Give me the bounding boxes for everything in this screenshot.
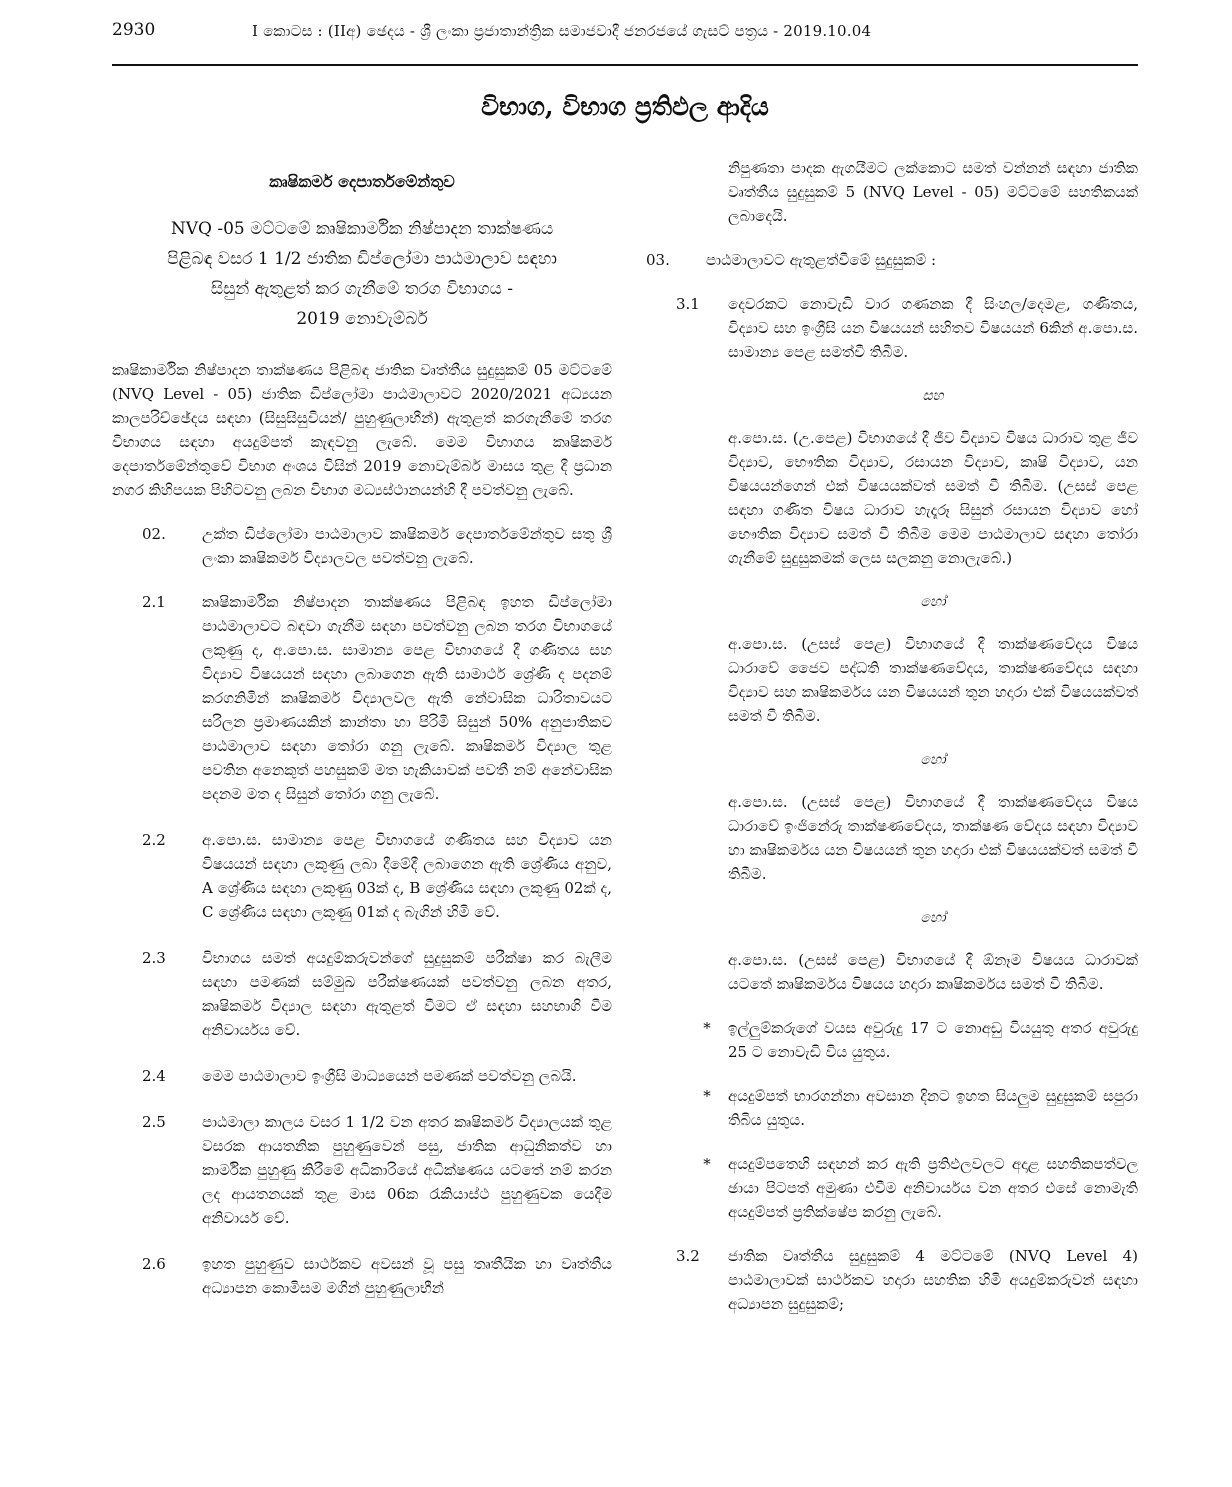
title-line: 2019 නොවැම්බර්	[296, 309, 428, 329]
conjunction-or: හෝ	[920, 752, 946, 768]
conjunction-or: හෝ	[920, 910, 946, 926]
conjunction-or: හෝ	[920, 594, 946, 610]
item-number: 2.2	[142, 831, 166, 849]
item-text: පාඨමාලා කාලය වසර 1 1/2 වන අතර කෘෂිකර්ම විද්‍යාලයක් තුළ වසරක ආයතනික පුහුණුවෙන් පසු, ජාතික ආධුනිකත්ව හා කාර්මික පුහුණු කිරීමේ අධිකාරියේ අධීක්ෂණය යටතේ නම් කරන ලද ආයතනයක් තුළ මාස 06ක රැකියාස්ථ පුහුණුවක යෙදීම අනිවාර්ය වේ.	[202, 1113, 612, 1227]
item-number: 2.6	[142, 1255, 166, 1273]
right-column	[646, 156, 1138, 1336]
section-title: විභාග, විභාග ප්‍රතිඵල ආදිය	[481, 92, 769, 121]
conjunction-and: සහ	[922, 388, 944, 404]
item-text: කෘෂිකාර්මික නිෂ්පාදන තාක්ෂණය පිළිබඳ ඉහත ඩිප්ලෝමා පාඨමාලාවට බඳවා ගැනීම සඳහා පවත්වනු ලබන තරග විභාගයේ ලකුණු ද, අ.පො.ස. සාමාන්‍ය පෙළ විභාගයේ දී ගණිතය සහ විද්‍යාව විෂයයන් සඳහා ලබාගෙන ඇති සාමාර්ථ ශ්‍රේණි ද පදනම් කරගනිමින් කෘෂිකර්ම විද්‍යාලවල ඇති නේවාසික ධාරිතාවයට සරිලන ප්‍රමාණයකින් කාන්තා හා පිරිමි සිසුන් 50% අනුපාතිකව පාඨමාලාව සඳහා තෝරා ගනු ලැබේ. කෘෂිකර්ම විද්‍යාල තුළ පවතින අනෙකුත් පහසුකම් මත හැකියාවක් පවතී නම් අනේවාසික පදනම මත ද සිසුන් තෝරා ගනු ලැබේ.	[202, 593, 612, 803]
continuation-text: නිපුණතා පාදක ඇගයීමට ලක්කොට සමත් වන්නන් සඳහා ජාතික වෘත්තීය සුදුසුකම් 5 (NVQ Level - 05) මට්ටමේ සහතිකයක් ලබාදෙයි.	[728, 159, 1138, 225]
header-rule	[112, 64, 1138, 66]
item-text: දෙවරකට නොවැඩි වාර ගණනක දී සිංහල/දෙමළ, ගණිතය, විද්‍යාව සහ ඉංග්‍රීසි යන විෂයයන් සහිතව විෂයයන් 6කින් අ.පො.ස. සාමාන්‍ය පෙළ සමත්වී තිබීම.	[728, 295, 1138, 361]
notice-title	[132, 214, 592, 334]
left-column	[112, 156, 612, 1322]
qualification-option-4: අ.පො.ස. (උසස් පෙළ) විභාගයේ දී ඕනෑම විෂයය ධාරාවක් යටතේ කෘෂිකර්මය විෂයය හදාරා කෘෂිකර්මය සමත් වී තිබීම.	[728, 951, 1138, 993]
qualification-option-3: අ.පො.ස. (උසස් පෙළ) විභාගයේ දී තාක්ෂණවේදය විෂය ධාරාවේ ඉංජිනේරු තාක්ෂණවේදය, තාක්ෂණ වේදය සඳහා විද්‍යාව හා කෘෂිකර්මය යන විෂයයන් තුන හදාරා එක් විෂයයක්වත් සමත් වී තිබීම.	[728, 793, 1138, 883]
item-number: 2.4	[142, 1067, 166, 1085]
item-number: 3.2	[676, 1247, 700, 1265]
department-heading: කෘෂිකර්ම දෙපාර්තමේන්තුව	[269, 172, 455, 191]
item-number: 2.5	[142, 1113, 166, 1131]
title-line: NVQ -05 මට්ටමේ කෘෂිකාර්මික නිෂ්පාදන තාක්ෂණය	[170, 219, 554, 239]
page-number: 2930	[112, 20, 156, 40]
paragraph-number: 03.	[646, 251, 670, 269]
bullet-mark: *	[703, 1087, 711, 1105]
requirement-bullet	[686, 1016, 1138, 1064]
paragraph-text: පාඨමාලාවට ඇතුළත්වීමේ සුදුසුකම් :	[706, 251, 937, 269]
item-text: මෙම පාඨමාලාව ඉංග්‍රීසි මාධ්‍යයෙන් පමණක් පවත්වනු ලබයි.	[202, 1067, 577, 1085]
item-2-3	[142, 946, 612, 1042]
item-2-1	[142, 590, 612, 806]
title-line: සිසුන් ඇතුළත් කර ගැනීමේ තරග විභාගය -	[210, 279, 514, 299]
qualification-option-2: අ.පො.ස. (උසස් පෙළ) විභාගයේ දී තාක්ෂණවේදය විෂය ධාරාවේ ජෛව පද්ධති තාක්ෂණවේදය, තාක්ෂණවේදය සඳහා විද්‍යාව සහ කෘෂිකර්මය යන විෂයයන් තුන හදාරා එක් විෂයයක්වත් සමත් වී තිබීම.	[728, 635, 1138, 725]
paragraph-03	[646, 248, 1138, 272]
bullet-mark: *	[703, 1019, 711, 1037]
item-number: 2.1	[142, 593, 166, 611]
item-text: ජාතික වෘත්තීය සුදුසුකම් 4 මට්ටමේ (NVQ Level 4) පාඨමාලාවක් සාර්ථකව හදාරා සහතික හිමි අයදුම්කරුවන් සඳහා අධ්‍යාපන සුදුසුකම්;	[728, 1247, 1138, 1313]
item-2-2	[142, 828, 612, 924]
paragraph-02	[112, 522, 612, 570]
bullet-mark: *	[703, 1155, 711, 1173]
item-text: ඉහත පුහුණුව සාර්ථකව අවසන් වූ පසු තෘතීයික හා වෘත්තීය අධ්‍යාපන කොමිසම මගින් පුහුණුලාභීන්	[202, 1255, 612, 1297]
intro-paragraph: කෘෂිකාර්මික නිෂ්පාදන තාක්ෂණය පිළිබඳ ජාතික වෘත්තීය සුදුසුකම් 05 මට්ටමේ (NVQ Level - 05) ජාතික ඩිප්ලෝමා පාඨමාලාවට 2020/2021 අධ්‍යයන කාලපරිච්ඡේදය සඳහා (සිසුසිසුවියන්/ පුහුණුලාභීන්) ඇතුළත් කරගැනීමේ තරග විභාගය සඳහා අයදුම්පත් කැඳවනු ලැබේ. මෙම විභාගය කෘෂිකර්ම දෙපාර්තමේන්තුවේ විභාග අංශය විසින් 2019 නොවැම්බර් මාසය තුළ දී ප්‍රධාන නගර කිහිපයක පිහිටවනු ලබන විභාග මධ්‍යස්ථානයන්හි දී පවත්වනු ලැබේ.	[112, 361, 612, 499]
page-header	[112, 12, 1138, 68]
requirement-bullet	[686, 1084, 1138, 1132]
item-2-6	[142, 1252, 612, 1300]
item-3-2	[676, 1244, 1138, 1316]
qualification-option-1: අ.පො.ස. (උ.පෙළ) විභාගයේ දී ජීව විද්‍යාව විෂය ධාරාව තුළ ජීව විද්‍යාව, භෞතික විද්‍යාව, රසායන විද්‍යාව, කෘෂි විද්‍යාව, යන විෂයයන්ගෙන් එක් විෂයයක්වත් සමත් වී තිබීම. (උසස් පෙළ සඳහා ගණිත විෂය ධාරාව හැදෑරූ සිසුන් රසායන විද්‍යාව හෝ භෞතික විද්‍යාව සමත් වී තිබීම මෙම පාඨමාලාව සඳහා තෝරා ගැනීමේ සුදුසුකමක් ලෙස සලකනු නොලැබේ.)	[728, 429, 1138, 567]
bullet-text: ඉල්ලුම්කරුගේ වයස අවුරුදු 17 ට නොඅඩු වියයුතු අතර අවුරුදු 25 ට නොවැඩි විය යුතුය.	[728, 1019, 1138, 1061]
item-2-4	[142, 1064, 612, 1088]
item-number: 2.3	[142, 949, 166, 967]
paragraph-text: උක්ත ඩිප්ලෝමා පාඨමාලාව කෘෂිකර්ම දෙපාර්තමේන්තුව සතු ශ්‍රී ලංකා කෘෂිකර්ම විද්‍යාලවල පවත්වනු ලැබේ.	[202, 525, 612, 567]
item-3-1	[676, 292, 1138, 364]
item-text: විභාගය සමත් අයදුම්කරුවන්ගේ සුදුසුකම් පරීක්ෂා කර බැලීම සඳහා පමණක් සම්මුඛ පරීක්ෂණයක් පවත්වනු ලබන අතර, කෘෂිකර්ම විද්‍යාල සඳහා ඇතුළත් වීමට ඒ සඳහා සහභාගි වීම අනිවාර්යය වේ.	[202, 949, 612, 1039]
bullet-text: අයදුම්පතෙහි සඳහන් කර ඇති ප්‍රතිඵලවලට අදාළ සහතිකපත්වල ඡායා පිටපත් අමුණා එවීම අනිවාර්යය වන අතර එසේ නොමැති අයදුම්පත් ප්‍රතික්ෂේප කරනු ලැබේ.	[728, 1155, 1138, 1221]
bullet-text: අයදුම්පත් භාරගන්නා අවසාන දිනට ඉහත සියලුම සුදුසුකම් සපුරා තිබිය යුතුය.	[728, 1087, 1138, 1129]
paragraph-number: 02.	[142, 525, 166, 543]
item-number: 3.1	[676, 295, 700, 313]
item-2-5	[142, 1110, 612, 1230]
title-line: පිළිබඳ වසර 1 1/2 ජාතික ඩිප්ලෝමා පාඨමාලාව සඳහා	[167, 249, 557, 269]
running-title: I කොටස : (IIඅ) ඡෙදය - ශ්‍රී ලංකා ප්‍රජාතාන්ත්‍රික සමාජවාදී ජනරජයේ ගැසට් පත්‍රය - 2019.10.04	[252, 22, 872, 40]
requirement-bullet	[686, 1152, 1138, 1224]
item-text: අ.පො.ස. සාමාන්‍ය පෙළ විභාගයේ ගණිතය සහ විද්‍යාව යන විෂයයන් සඳහා ලකුණු ලබා දීමේදී ලබාගෙන ඇති ශ්‍රේණිය අනුව, A ශ්‍රේණිය සඳහා ලකුණු 03ක් ද, B ශ්‍රේණිය සඳහා ලකුණු 02ක් ද, C ශ්‍රේණිය සඳහා ලකුණු 01ක් ද බැගින් හිමි වේ.	[202, 831, 612, 921]
